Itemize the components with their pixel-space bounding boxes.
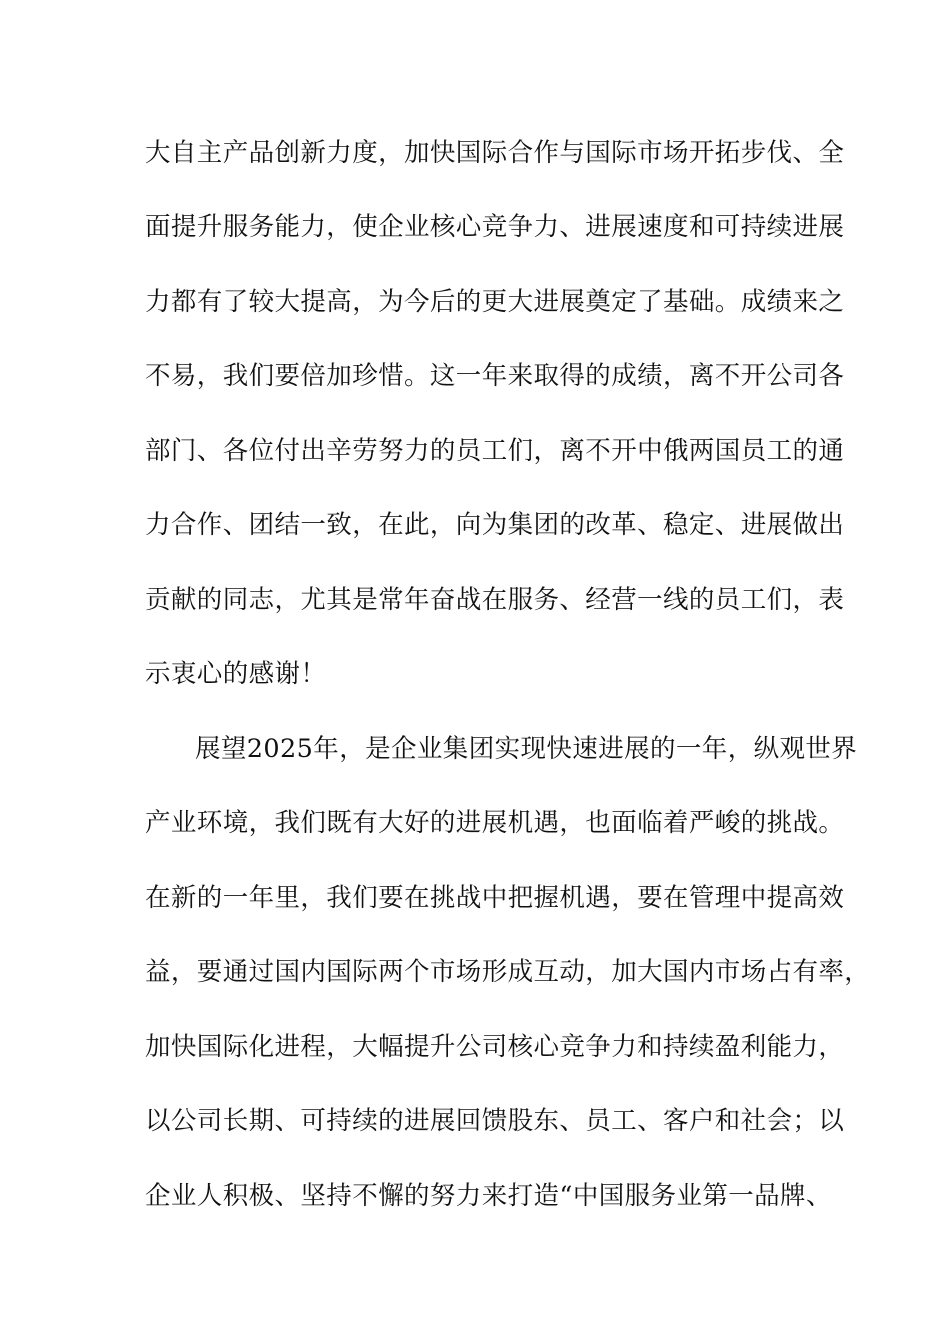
text-line-12: 益，要通过国内国际两个市场形成互动，加大国内市场占有率，	[145, 957, 871, 987]
text-line-1: 大自主产品创新力度，加快国际合作与国际市场开拓步伐、全	[145, 138, 845, 168]
text-line-11: 在新的一年里，我们要在挑战中把握机遇，要在管理中提高效	[145, 883, 845, 913]
text-line-15: 企业人积极、坚持不懈的努力来打造“中国服务业第一品牌、	[145, 1181, 832, 1211]
text-line-9: 展望2025年，是企业集团实现快速进展的一年，纵观世界	[195, 734, 858, 764]
text-line-6: 力合作、团结一致，在此，向为集团的改革、稳定、进展做出	[145, 510, 845, 540]
text-line-5: 部门、各位付出辛劳努力的员工们，离不开中俄两国员工的通	[145, 436, 845, 466]
text-line-10: 产业环境，我们既有大好的进展机遇，也面临着严峻的挑战。	[145, 808, 845, 838]
text-line-7: 贡献的同志，尤其是常年奋战在服务、经营一线的员工们，表	[145, 585, 845, 615]
text-line-14: 以公司长期、可持续的进展回馈股东、员工、客户和社会；以	[145, 1106, 845, 1136]
text-line-4: 不易，我们要倍加珍惜。这一年来取得的成绩，离不开公司各	[145, 361, 845, 391]
text-line-8: 示衷心的感谢！	[145, 659, 327, 689]
text-line-2: 面提升服务能力，使企业核心竞争力、进展速度和可持续进展	[145, 212, 845, 242]
text-line-3: 力都有了较大提高，为今后的更大进展奠定了基础。成绩来之	[145, 287, 845, 317]
text-line-13: 加快国际化进程，大幅提升公司核心竞争力和持续盈利能力，	[145, 1032, 845, 1062]
